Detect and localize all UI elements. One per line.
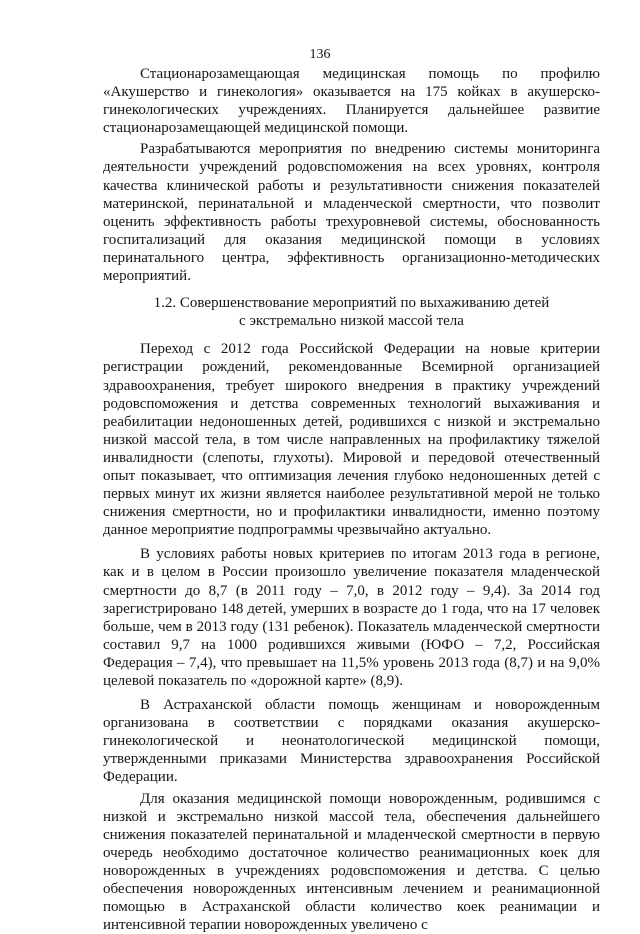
paragraph-monitoring-system: Разрабатываются мероприятия по внедрению системы мониторинга деятельности учреждений родовспоможения на всех уровнях, контроля качества клинической работы и результативности снижения показателей материнской, перинатальной и младенческой смертности, что позволит оценить эффективность работы трехуровневой системы, обоснованность госпитализаций для оказания медицинской помощи в условиях перинатального центра, эффективность организационно-методических мероприятий.	[103, 141, 600, 285]
document-body	[103, 65, 600, 934]
section-heading-line-2: с экстремально низкой массой тела	[239, 313, 464, 330]
paragraph-infant-mortality-statistics: В условиях работы новых критериев по итогам 2013 года в регионе, как и в целом в России произошло увеличение показателя младенческой смертности до 8,7 (в 2011 году – 7,0, в 2012 году – 9,4). За 2014 год зарегистрировано 148 детей, умерших в возрасте до 1 года, что на 17 человек больше, чем в 2013 году (131 ребенок). Показатель младенческой смертности составил 9,7 на 1000 родившихся живыми (ЮФО – 7,2, Российская Федерация – 7,4), что превышает на 11,5% уровень 2013 года (8,7) и на 9,0% целевой показатель по «дорожной карте» (8,9).	[103, 546, 600, 689]
paragraph-inpatient-replacement-care: Стационарозамещающая медицинская помощь по профилю «Акушерство и гинекология» оказывается на 175 койках в акушерско-гинекологических учреждениях. Планируется дальнейшее развитие стационарозамещающей медицинской помощи.	[103, 66, 600, 137]
page-number: 136	[309, 47, 331, 62]
paragraph-astrakhan-care-organization: В Астраханской области помощь женщинам и новорожденным организована в соответствии с порядками оказания акушерско-гинекологической и неонатологической медицинской помощи, утвержденными приказами Министерства здравоохранения Российской Федерации.	[103, 697, 600, 786]
section-heading	[103, 294, 600, 330]
paragraph-neonatal-icu-beds: Для оказания медицинской помощи новорожденным, родившимся с низкой и экстремально низкой массой тела, обеспечения дальнейшего снижения показателей перинатальной и младенческой смертности в первую очередь необходимо достаточное количество реанимационных коек для новорожденных в учреждениях родовспоможения и детства. С целью обеспечения новорожденных интенсивным лечением и реанимационной помощью в Астраханской области количество коек реанимации и интенсивной терапии новорожденных увеличено с	[103, 790, 600, 934]
section-heading-line-1: 1.2. Совершенствование мероприятий по выхаживанию детей	[153, 295, 550, 312]
paragraph-new-registration-criteria: Переход с 2012 года Российской Федерации на новые критерии регистрации рождений, рекомендованные Всемирной организацией здравоохранения, требует широкого внедрения в практику учреждений родовспоможения и детства современных технологий выхаживания и реабилитации недоношенных детей, родившихся с низкой и экстремально низкой массой тела, в том числе направленных на профилактику тяжелой инвалидности (слепоты, глухоты). Мировой и передовой отечественный опыт показывает, что оптимизация лечения глубоко недоношенных детей с первых минут их жизни является наиболее результативной мерой не только снижения смертности, но и профилактики инвалидности, именно поэтому данное мероприятие подпрограммы чрезвычайно актуально.	[103, 341, 600, 539]
